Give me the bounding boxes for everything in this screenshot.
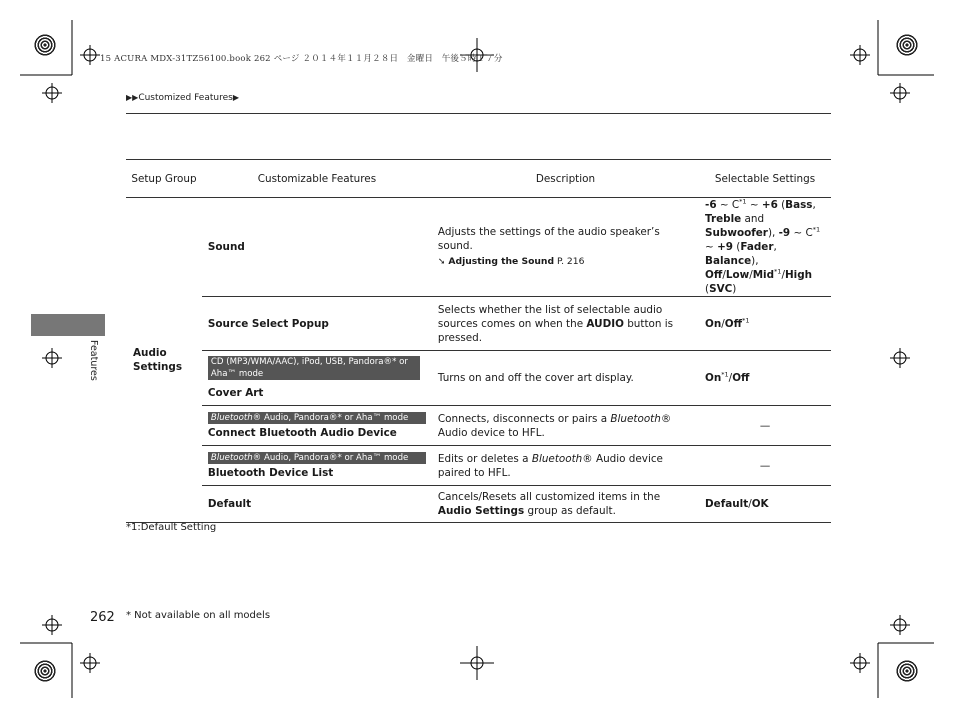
description-source-select-popup: Selects whether the list of selectable audio sources comes on when the AUDIO button is pressed. bbox=[432, 297, 699, 351]
feature-cover-art-cell bbox=[202, 351, 432, 406]
settings-default: Default/OK bbox=[699, 486, 831, 523]
feature-source-select-popup: Source Select Popup bbox=[202, 297, 432, 351]
table-row bbox=[126, 446, 831, 486]
feature-bluetooth-device-list: Bluetooth Device List bbox=[207, 466, 334, 479]
feature-bluetooth-device-list-cell bbox=[202, 446, 432, 486]
book-header: 15 ACURA MDX-31TZ56100.book 262 ページ ２０１４年１１月２８日 金曜日 午後５時１７分 bbox=[100, 54, 503, 64]
description-connect-bluetooth: Connects, disconnects or pairs a Bluetooth® Audio device to HFL. bbox=[432, 406, 699, 446]
cross-reference[interactable] bbox=[438, 255, 693, 269]
header-description: Description bbox=[432, 160, 699, 198]
breadcrumb-arrow-icon: ▶ bbox=[232, 93, 239, 102]
reference-arrow-icon: ➘ bbox=[437, 257, 446, 267]
description-cover-art: Turns on and off the cover art display. bbox=[432, 351, 699, 406]
table-row bbox=[126, 198, 831, 297]
reference-label: Adjusting the Sound bbox=[448, 256, 555, 267]
page-number: 262 bbox=[90, 610, 115, 625]
feature-cover-art: Cover Art bbox=[207, 387, 264, 399]
header-customizable-features: Customizable Features bbox=[202, 160, 432, 198]
table-row bbox=[126, 486, 831, 523]
table-row bbox=[126, 351, 831, 406]
reference-page: P. 216 bbox=[556, 256, 585, 267]
table-row bbox=[126, 297, 831, 351]
section-label: Features bbox=[88, 340, 99, 381]
section-tab[interactable] bbox=[31, 314, 105, 336]
availability-tag: CD (MP3/WMA/AAC), iPod, USB, Pandora®* or Aha™ mode bbox=[208, 356, 420, 380]
description-sound: Adjusts the settings of the audio speaker’s sound. ➘ Adjusting the Sound P. 216 bbox=[432, 198, 699, 297]
settings-connect-bluetooth: — bbox=[699, 406, 831, 446]
feature-sound: Sound bbox=[202, 198, 432, 297]
settings-source-select-popup: On/Off$^{*1}$ bbox=[699, 297, 831, 351]
table-row bbox=[126, 406, 831, 446]
breadcrumb-label[interactable]: Customized Features bbox=[138, 93, 233, 103]
header-setup-group: Setup Group bbox=[126, 160, 202, 198]
footnote: *1:Default Setting bbox=[126, 522, 217, 533]
breadcrumb-arrow-icon: ▶▶ bbox=[126, 93, 139, 102]
header-selectable-settings: Selectable Settings bbox=[699, 160, 831, 198]
setup-group-audio-settings: Audio Settings bbox=[126, 198, 202, 523]
settings-bluetooth-device-list: — bbox=[699, 446, 831, 486]
feature-connect-bluetooth-cell bbox=[202, 406, 432, 446]
feature-connect-bluetooth-audio-device: Connect Bluetooth Audio Device bbox=[207, 426, 397, 439]
header-rule bbox=[126, 113, 831, 114]
description-default: Cancels/Resets all customized items in the Audio Settings group as default. bbox=[432, 486, 699, 523]
description-bluetooth-device-list: Edits or deletes a Bluetooth® Audio device paired to HFL. bbox=[432, 446, 699, 486]
availability-tag: Bluetooth® Audio, Pandora®* or Aha™ mode bbox=[208, 412, 426, 424]
settings-cover-art: On$^{*1}$/Off bbox=[699, 351, 831, 406]
feature-default: Default bbox=[202, 486, 432, 523]
customization-table bbox=[126, 159, 831, 523]
availability-tag: Bluetooth® Audio, Pandora®* or Aha™ mode bbox=[208, 452, 426, 464]
availability-note: * Not available on all models bbox=[126, 610, 271, 621]
settings-sound: -6 ~ $C^{*1}$ ~ +6 (Bass, Treble and Subwoofer), -9 ~ $C^{*1}$ ~ +9 (Fader, Balance), Off/Low/Mid$^{*1}$/High (SVC) bbox=[699, 198, 831, 297]
breadcrumb[interactable] bbox=[126, 93, 239, 103]
